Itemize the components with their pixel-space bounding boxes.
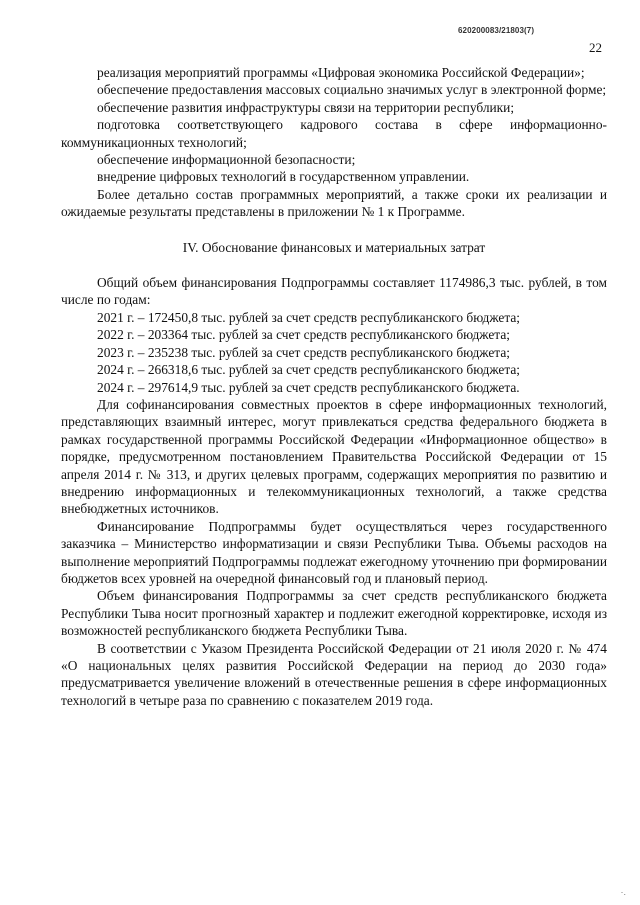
list-item: обеспечение предоставления массовых социально значимых услуг в электронной форме; xyxy=(97,82,607,98)
paragraph-total-funding: Общий объем финансирования Подпрограммы составляет 1174986,3 тыс. рублей, в том числе по годам: xyxy=(61,275,607,308)
paragraph-forecast: Объем финансирования Подпрограммы за счет средств республиканского бюджета Республики Тыва носит прогнозный характер и подлежит ежегодной корректировке, исходя из возможностей республиканского бюджета Республики Тыва. xyxy=(61,588,607,639)
list-item: реализация мероприятий программы «Цифровая экономика Российской Федерации»; xyxy=(97,65,585,80)
document-body xyxy=(61,64,607,709)
paragraph-customer: Финансирование Подпрограммы будет осуществляться через государственного заказчика – Министерство информатизации и связи Республики Тыва. Объемы расходов на выполнение мероприятий Подпрограммы подлежат ежегодному уточнению при формировании бюджетов всех уровней на очередной финансовый год и плановый период. xyxy=(61,518,607,586)
paragraph-cofinancing: Для софинансирования совместных проектов в сфере информационных технологий, представляющих взаимный интерес, могут привлекаться средства федерального бюджета в рамках государственной программы Российской Федерации «Информационное общество» в порядке, предусмотренном постановлением Правительства Российской Федерации от 15 апреля 2014 г. № 313, и других целевых программ, содержащих мероприятия по развитию и внедрению информационных и телекоммуникационных технологий, а также средства внебюджетных источников. xyxy=(61,396,607,517)
list-item: подготовка соответствующего кадрового состава в сфере информационно-коммуникационных технологий; xyxy=(61,117,607,150)
list-item: внедрение цифровых технологий в государственном управлении. xyxy=(97,169,470,185)
page-number: 22 xyxy=(589,40,602,55)
paragraph-decree: В соответствии с Указом Президента Российской Федерации от 21 июля 2020 г. № 474 «О национальных целях развития Российской Федерации на период до 2030 года» предусматривается увеличение вложений в отечественные решения в сфере информационных технологий в четыре раза по сравнению с показателем 2019 года. xyxy=(61,640,607,708)
section-heading: IV. Обоснование финансовых и материальных затрат xyxy=(182,239,486,255)
year-funding-row: 2021 г. – 172450,8 тыс. рублей за счет средств республиканского бюджета; xyxy=(97,309,521,325)
year-funding-row: 2024 г. – 266318,6 тыс. рублей за счет средств республиканского бюджета; xyxy=(97,362,521,378)
year-funding-row: 2023 г. – 235238 тыс. рублей за счет средств республиканского бюджета; xyxy=(97,344,510,360)
document-id: 620200083/21803(7) xyxy=(458,26,535,35)
paragraph-appendix: Более детально состав программных мероприятий, а также сроки их реализации и ожидаемые результаты представлены в приложении № 1 к Программе. xyxy=(61,186,607,220)
corner-mark: ·. xyxy=(620,887,626,897)
year-funding-row: 2024 г. – 297614,9 тыс. рублей за счет средств республиканского бюджета. xyxy=(97,379,520,395)
list-item: обеспечение развития инфраструктуры связи на территории республики; xyxy=(97,99,515,115)
list-item: обеспечение информационной безопасности; xyxy=(97,152,356,168)
year-funding-row: 2022 г. – 203364 тыс. рублей за счет средств республиканского бюджета; xyxy=(97,327,510,343)
